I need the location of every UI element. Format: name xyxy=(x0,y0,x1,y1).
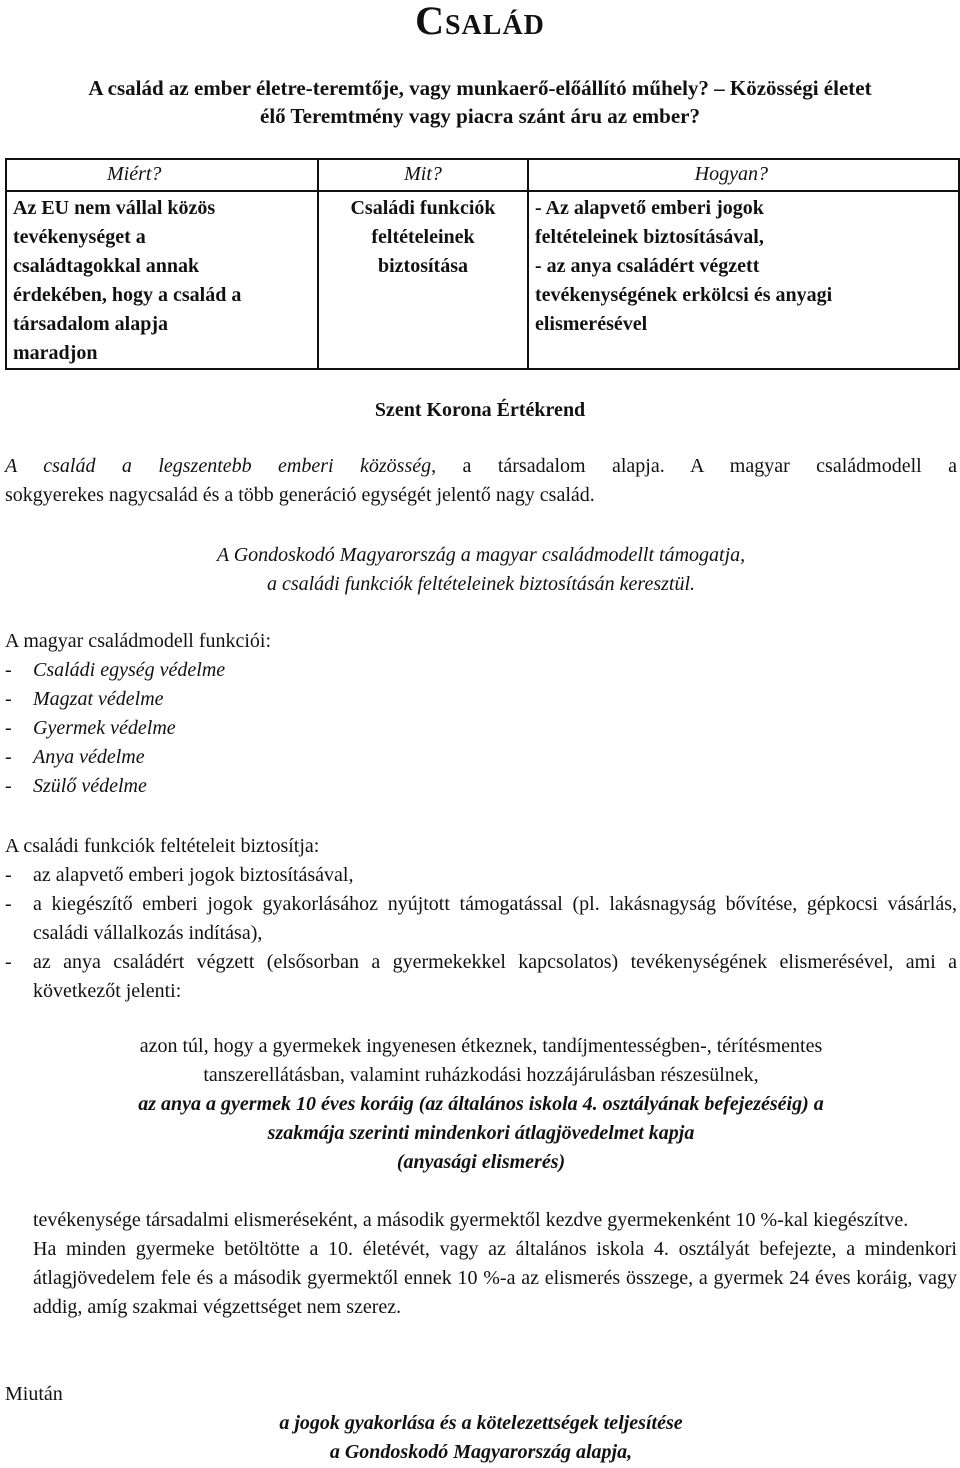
cell-why xyxy=(6,191,318,369)
intro-line: A család az ember életre-teremtője, vagy munkaerő-előállító műhely? – Közösségi életet xyxy=(88,76,872,100)
condition-item: a kiegészítő emberi jogok gyakorlásához nyújtott támogatással (pl. lakásnagyság bővítése, gépkocsi vásárlás, családi vállalkozás indítása), xyxy=(33,893,957,944)
list-item: - Szülő védelme xyxy=(5,772,957,801)
gondoskodo-statement xyxy=(5,541,957,599)
list-item: - Anya védelme xyxy=(5,743,957,772)
header-why: Miért? xyxy=(6,159,318,191)
header-what: Mit? xyxy=(318,159,528,191)
cell-line: biztosítása xyxy=(378,255,468,277)
gondoskodo-line: A Gondoskodó Magyarország a magyar családmodellt támogatja, xyxy=(216,544,746,566)
cell-line: tevékenységének erkölcsi és anyagi xyxy=(535,284,833,306)
szent-korona-heading: Szent Korona Értékrend xyxy=(374,399,586,421)
intro-question xyxy=(0,74,960,130)
functions-heading: A magyar családmodell funkciói: xyxy=(5,630,272,652)
activity-block xyxy=(33,1206,957,1322)
activity-paragraph: Ha minden gyermeke betöltötte a 10. életévét, vagy az általános iskola 4. osztályát befejezte, a mindenkori átlagjövedelem fele és a második gyermektől ennek 10 %-a az elismerés összege, a gyermek 24 éves koráig, vagy addig, amíg szakmai végzettséget nem szerez. xyxy=(33,1238,957,1318)
closing-block xyxy=(5,1409,957,1467)
cell-line: tevékenységet a xyxy=(13,226,146,248)
cell-what xyxy=(318,191,528,369)
cell-line: Családi funkciók xyxy=(350,197,496,219)
intro-line: élő Teremtmény vagy piacra szánt áru az ember? xyxy=(260,104,700,128)
function-item: Szülő védelme xyxy=(33,775,147,797)
table-body-row xyxy=(6,191,959,369)
cell-line: családtagokkal annak xyxy=(13,255,200,277)
family-line-2: sokgyerekes nagycsalád és a több generáció egységét jelentő nagy család. xyxy=(5,484,595,506)
condition-item: az alapvető emberi jogok biztosításával, xyxy=(33,864,354,886)
function-item: Anya védelme xyxy=(33,746,145,768)
activity-paragraph: tevékenysége társadalmi elismeréseként, a második gyermektől kezdve gyermekenként 10 %-kal kiegészítve. xyxy=(33,1209,909,1231)
why-what-how-table xyxy=(5,158,960,370)
cell-line: - az anya családért végzett xyxy=(535,255,760,277)
list-item: - Gyermek védelme xyxy=(5,714,957,743)
condition-item: az anya családért végzett (elsősorban a gyermekekkel kapcsolatos) tevékenységének elismerésével, ami a következőt jelenti: xyxy=(33,951,957,1002)
cell-line: feltételeinek biztosításával, xyxy=(535,226,764,248)
header-how: Hogyan? xyxy=(528,159,959,191)
cell-how xyxy=(528,191,959,369)
list-item: - Magzat védelme xyxy=(5,685,957,714)
cell-line: érdekében, hogy a család a xyxy=(13,284,242,306)
conditions-heading: A családi funkciók feltételeit biztosítja: xyxy=(5,835,320,857)
functions-section xyxy=(5,627,957,801)
benefit-line: azon túl, hogy a gyermekek ingyenesen étkeznek, tandíjmentességben-, térítésmentes xyxy=(139,1035,823,1057)
benefit-emph-line: (anyasági elismerés) xyxy=(396,1151,566,1173)
function-item: Gyermek védelme xyxy=(33,717,176,739)
conditions-section xyxy=(5,832,957,1006)
benefit-emph-line: szakmája szerinti mindenkori átlagjövedelmet kapja xyxy=(267,1122,695,1144)
list-item: - az anya családért végzett (elsősorban a gyermekekkel kapcsolatos) tevékenységének elismerésével, ami a következőt jelenti: xyxy=(5,948,957,1006)
benefit-emph-line: az anya a gyermek 10 éves koráig (az általános iskola 4. osztályának befejezéséig) a xyxy=(138,1093,824,1115)
function-item: Magzat védelme xyxy=(33,688,164,710)
cell-line: elismerésével xyxy=(535,313,648,335)
benefit-line: tanszerellátásban, valamint ruházkodási hozzájárulásban részesülnek, xyxy=(203,1064,759,1086)
list-item: - a kiegészítő emberi jogok gyakorlásához nyújtott támogatással (pl. lakásnagyság bővítése, gépkocsi vásárlás, családi vállalkozás indítása), xyxy=(5,890,957,948)
cell-line: - Az alapvető emberi jogok xyxy=(535,197,764,219)
cell-line: feltételeinek xyxy=(371,226,475,248)
family-rest: , a társadalom alapja. A magyar családmodell a xyxy=(431,455,957,477)
closing-line: a Gondoskodó Magyarország alapja, xyxy=(329,1441,633,1463)
family-paragraph xyxy=(5,452,957,510)
family-line-1 xyxy=(5,452,957,481)
cell-line: maradjon xyxy=(13,342,98,364)
function-item: Családi egység védelme xyxy=(33,659,226,681)
list-item: - az alapvető emberi jogok biztosításával, xyxy=(5,861,957,890)
family-emphasis: A család a legszentebb emberi közösség xyxy=(5,455,432,477)
list-item: - Családi egység védelme xyxy=(5,656,957,685)
cell-line: társadalom alapja xyxy=(13,313,168,335)
page-title: Család xyxy=(415,0,545,43)
cell-line: Az EU nem vállal közös xyxy=(13,197,216,219)
table-header-row xyxy=(6,159,959,191)
miutan-text: Miután xyxy=(5,1383,63,1405)
closing-line: a jogok gyakorlása és a kötelezettségek teljesítése xyxy=(279,1412,683,1434)
gondoskodo-line: a családi funkciók feltételeinek biztosításán keresztül. xyxy=(266,573,696,595)
benefit-block xyxy=(5,1032,957,1177)
